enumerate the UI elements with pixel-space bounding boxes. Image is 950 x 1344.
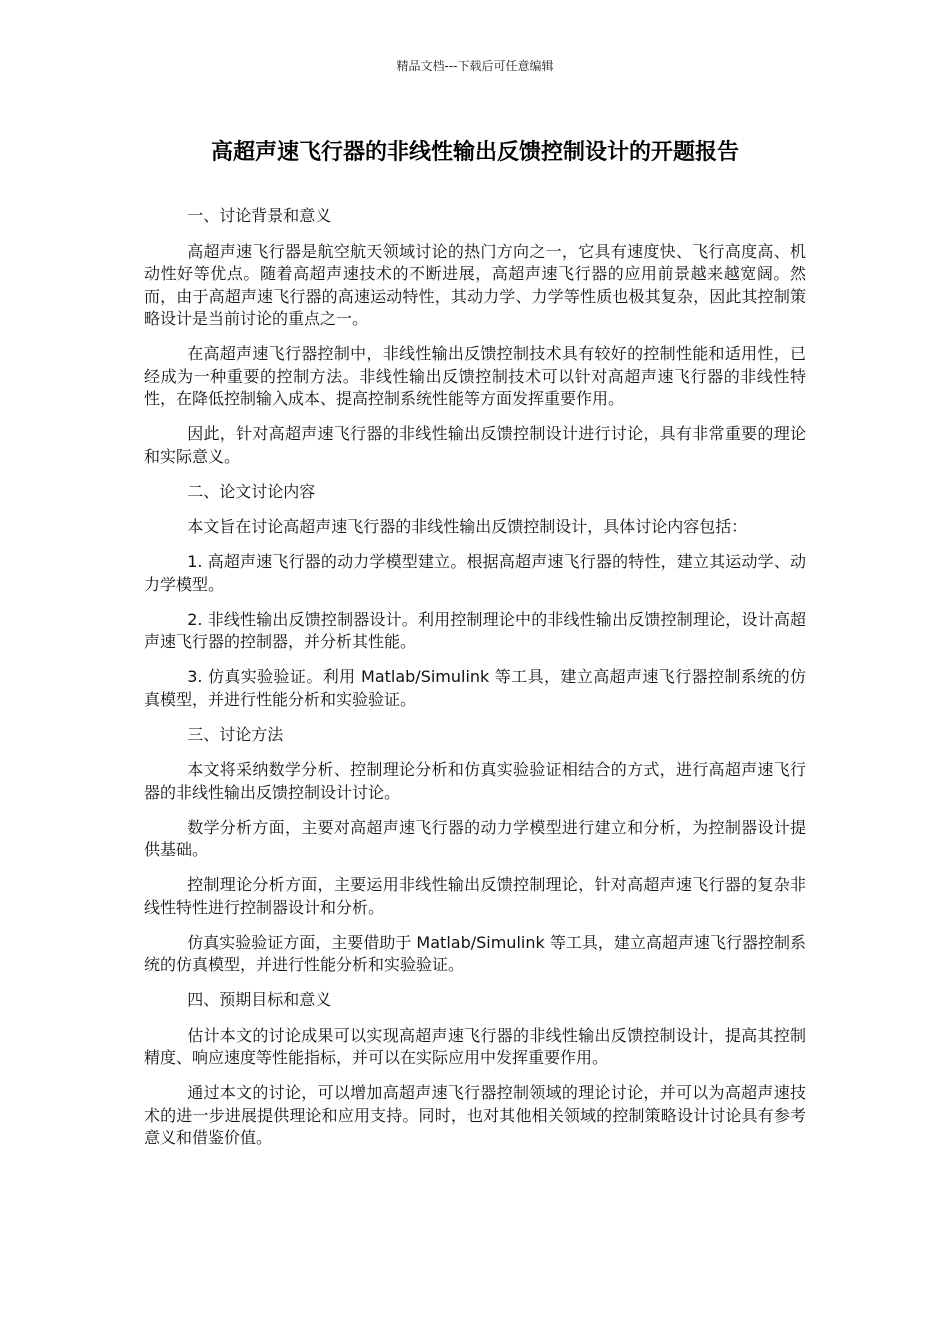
section-heading: 三、讨论方法 (187, 724, 284, 744)
body-paragraph: 通过本文的讨论，可以增加高超声速飞行器控制领域的理论讨论，并可以为高超声速技术的进一步进展提供理论和应用支持。同时，也对其他相关领域的控制策略设计讨论具有参考意义和借鉴价值。 (144, 1083, 806, 1147)
list-item: 3. 仿真实验验证。利用 Matlab/Simulink 等工具，建立高超声速飞行器控制系统的仿真模型，并进行性能分析和实验验证。 (144, 667, 806, 709)
list-item: 1. 高超声速飞行器的动力学模型建立。根据高超声速飞行器的特性，建立其运动学、动力学模型。 (144, 552, 806, 594)
body-paragraph: 高超声速飞行器是航空航天领域讨论的热门方向之一，它具有速度快、飞行高度高、机动性好等优点。随着高超声速技术的不断进展，高超声速飞行器的应用前景越来越宽阔。然而，由于高超声速飞行器的高速运动特性，其动力学、力学等性质也极其复杂，因此其控制策略设计是当前讨论的重点之一。 (144, 241, 806, 328)
body-paragraph: 本文将采纳数学分析、控制理论分析和仿真实验验证相结合的方式，进行高超声速飞行器的非线性输出反馈控制设计讨论。 (144, 760, 806, 802)
body-paragraph: 仿真实验验证方面，主要借助于 Matlab/Simulink 等工具，建立高超声速飞行器控制系统的仿真模型，并进行性能分析和实验验证。 (144, 932, 806, 974)
section-heading: 一、讨论背景和意义 (187, 206, 332, 225)
body-paragraph: 因此，针对高超声速飞行器的非线性输出反馈控制设计进行讨论，具有非常重要的理论和实际意义。 (144, 424, 806, 466)
body-paragraph: 本文旨在讨论高超声速飞行器的非线性输出反馈控制设计，具体讨论内容包括： (187, 517, 748, 536)
section-heading: 四、预期目标和意义 (187, 990, 332, 1009)
section-heading: 二、论文讨论内容 (187, 481, 316, 501)
header-note: 精品文档---下载后可任意编辑 (396, 59, 554, 73)
body-paragraph: 控制理论分析方面，主要运用非线性输出反馈控制理论，针对高超声速飞行器的复杂非线性特性进行控制器设计和分析。 (144, 875, 806, 917)
document-body (144, 205, 806, 1162)
body-paragraph: 数学分析方面，主要对高超声速飞行器的动力学模型进行建立和分析，为控制器设计提供基础。 (144, 817, 806, 859)
body-paragraph: 估计本文的讨论成果可以实现高超声速飞行器的非线性输出反馈控制设计，提高其控制精度、响应速度等性能指标，并可以在实际应用中发挥重要作用。 (144, 1025, 806, 1067)
body-paragraph: 在高超声速飞行器控制中，非线性输出反馈控制技术具有较好的控制性能和适用性，已经成为一种重要的控制方法。非线性输出反馈控制技术可以针对高超声速飞行器的非线性特性，在降低控制输入成本、提高控制系统性能等方面发挥重要作用。 (144, 344, 806, 408)
document-title: 高超声速飞行器的非线性输出反馈控制设计的开题报告 (210, 140, 739, 165)
list-item: 2. 非线性输出反馈控制器设计。利用控制理论中的非线性输出反馈控制理论，设计高超声速飞行器的控制器，并分析其性能。 (144, 609, 806, 651)
